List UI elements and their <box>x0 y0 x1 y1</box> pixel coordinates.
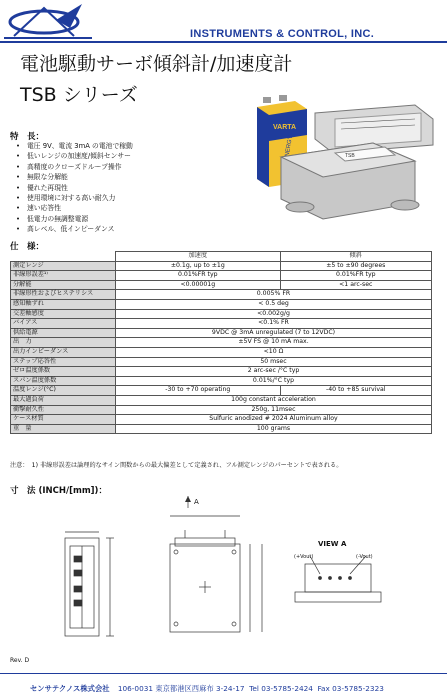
footer-address: 106-0031 東京都港区西麻布 3-24-17 <box>117 684 245 693</box>
footer <box>30 684 384 694</box>
features-list <box>16 141 133 235</box>
table-row: ケース材質 Sulfuric anodized # 2024 Aluminum alloy <box>11 415 432 425</box>
list-item: • 電圧 9V、電流 3mA の電池で稼動 <box>16 141 133 151</box>
side-view <box>65 532 114 636</box>
table-row: ステップ応答性 50 msec <box>11 357 432 367</box>
table-row: 交差軸感度 <0.002g/g <box>11 309 432 319</box>
column-header: 傾斜 <box>280 252 431 262</box>
header-rule <box>0 41 447 43</box>
table-row: ゼロ温度係数 2 arc-sec /°C typ <box>11 367 432 377</box>
spec-note: 注意： 1) 非線形誤差は論理的なサイン関数からの最大偏差として定義され、フル測定レンジのパーセントで表される。 <box>10 462 343 469</box>
table-row: バイアス <0.1% FR <box>11 319 432 329</box>
view-a-label: VIEW A <box>318 540 347 548</box>
device-box-front <box>281 143 419 219</box>
view-a <box>295 556 381 602</box>
list-item: • 無限な分解能 <box>16 172 133 182</box>
table-row: 出 力 ±5V FS @ 10 mA max. <box>11 338 432 348</box>
dimensions-heading: 寸 法 (INCH/[mm])： <box>10 486 107 496</box>
svg-text:TSB: TSB <box>345 153 355 159</box>
page-title: 電池駆動サーボ傾斜計/加速度計 <box>20 53 293 75</box>
top-view <box>170 496 262 632</box>
footer-company: センサテクノス株式会社 <box>30 684 110 693</box>
list-item: • 高レベル、低インピーダンス <box>16 224 133 234</box>
footer-fax: Fax 03-5785-2323 <box>317 684 384 693</box>
table-row: 測定レンジ ±0.1g, up to ±1g ±5 to ±90 degrees <box>11 261 432 271</box>
page-subtitle: TSB シリーズ <box>20 84 138 106</box>
compass-sphere-logo <box>4 2 94 42</box>
column-header: 加速度 <box>116 252 281 262</box>
vout-minus-label: (-Vout) <box>356 554 373 560</box>
table-row: 感知軸ずれ < 0.5 deg <box>11 299 432 309</box>
footer-tel: Tel 03-5785-2424 <box>249 684 313 693</box>
revision-label: Rev. D <box>10 657 30 664</box>
arrow-label: A <box>194 498 199 506</box>
table-row: 分解能 <0.00001g <1 arc-sec <box>11 280 432 290</box>
table-row: 最大過負荷 100g constant acceleration <box>11 395 432 405</box>
list-item: • 使用環境に対する高い耐久力 <box>16 193 133 203</box>
footer-rule <box>0 673 447 674</box>
spec-table <box>10 251 432 434</box>
table-header-row <box>11 252 432 262</box>
list-item: • 速い応答性 <box>16 203 133 213</box>
list-item: • 低電力の無調整電源 <box>16 214 133 224</box>
features-heading: 特 長： <box>10 132 45 142</box>
table-row: 温度レンジ(°C) -30 to +70 operating -40 to +85 survival <box>11 386 432 396</box>
table-row: スパン温度係数 0.01%/°C typ <box>11 376 432 386</box>
specs-heading: 仕 様： <box>10 242 45 252</box>
brand-name: INSTRUMENTS & CONTROL, INC. <box>190 28 375 40</box>
vout-plus-label: (+Vout) <box>294 554 314 560</box>
table-row: 重 量 100 grams <box>11 424 432 434</box>
list-item: • 高精度のクローズドループ操作 <box>16 162 133 172</box>
table-row: 非線形誤差¹⁾ 0.01%FR typ 0.01%FR typ <box>11 271 432 281</box>
table-row: 出力インピーダンス <10 Ω <box>11 347 432 357</box>
dimension-drawing <box>10 496 437 656</box>
svg-text:VARTA: VARTA <box>273 124 297 131</box>
list-item: • 優れた再現性 <box>16 183 133 193</box>
table-row: 衝撃耐久性 250g, 11msec <box>11 405 432 415</box>
table-row: 非線形性およびヒステリシス 0.005% FR <box>11 290 432 300</box>
list-item: • 低いレンジの加速度/傾斜センサー <box>16 151 133 161</box>
table-row: 供給電源 9VDC @ 3mA unregulated (7 to 12VDC) <box>11 328 432 338</box>
product-photo <box>245 95 440 225</box>
